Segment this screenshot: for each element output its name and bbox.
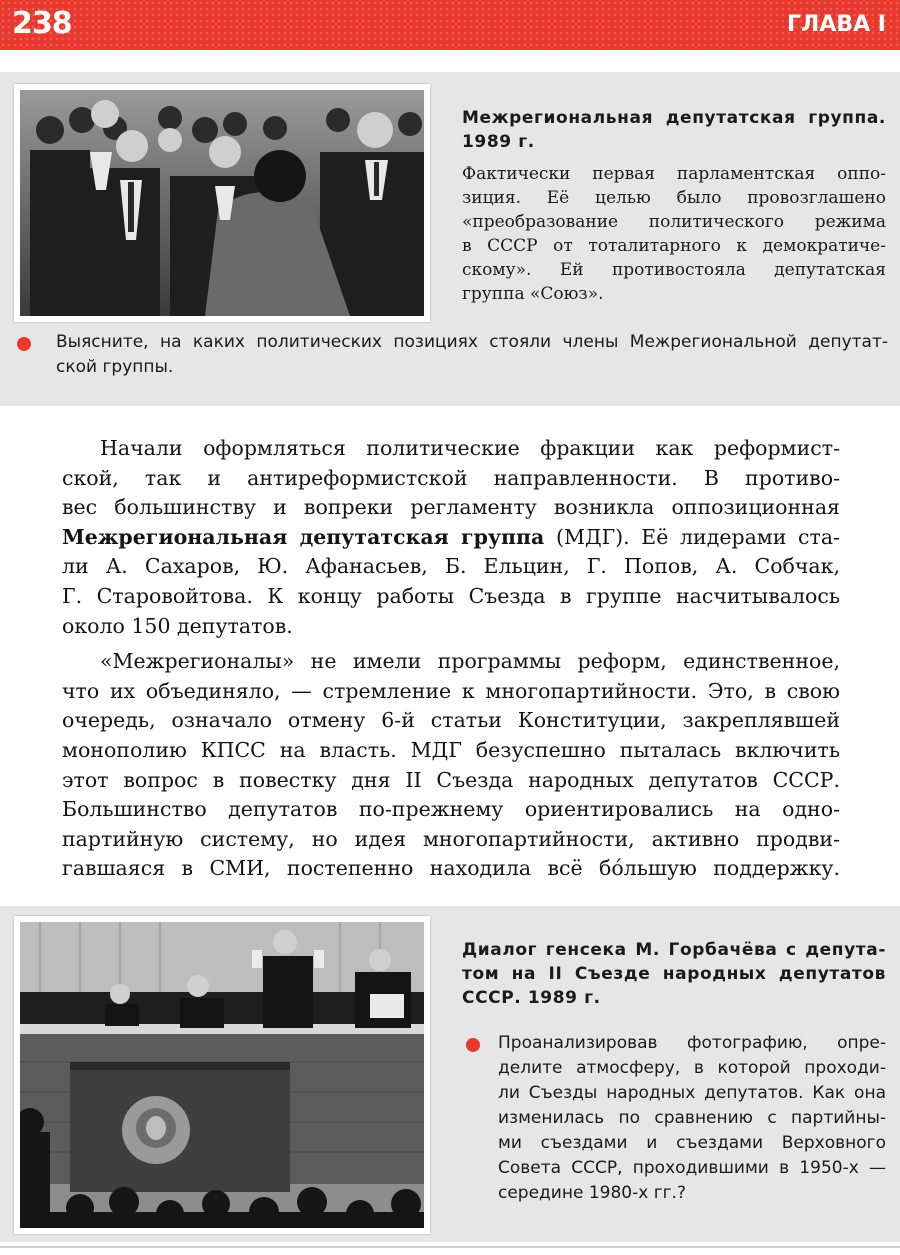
paragraph-1 bbox=[62, 434, 840, 641]
photo-congress-image bbox=[20, 922, 424, 1228]
red-dot-icon bbox=[466, 1038, 480, 1052]
question-text bbox=[56, 330, 888, 380]
photo-caption-text bbox=[462, 162, 886, 306]
text-line: Большинство депутатов по-прежнему ориентировались на одно- bbox=[62, 797, 840, 822]
paragraph-2 bbox=[62, 647, 840, 884]
caption-line: зиция. Её целью было провозглашено bbox=[462, 188, 886, 208]
question-line: делите атмосферу, в которой проходи- bbox=[498, 1058, 886, 1078]
caption-line: группа «Союз». bbox=[462, 284, 604, 304]
text-line: монополию КПСС на власть. МДГ безуспешно пыталась включить bbox=[62, 737, 840, 762]
photo-deputies-image bbox=[20, 90, 424, 316]
text-line: ской, так и антиреформистской направленности. В противо- bbox=[62, 465, 840, 490]
red-dot-icon bbox=[17, 337, 31, 351]
caption-title-line: СССР. 1989 г. bbox=[462, 988, 601, 1008]
question-line: ми съездами и съездами Верховного bbox=[498, 1133, 886, 1153]
question-line: Совета СССР, проходившими в 1950-х — bbox=[498, 1158, 886, 1178]
main-text bbox=[62, 434, 840, 884]
caption-title-line: Диалог генсека М. Горбачёва с депута- bbox=[462, 940, 886, 960]
question-line: изменилась по сравнению с партийны- bbox=[498, 1108, 886, 1128]
photo-caption-box-top bbox=[0, 72, 900, 406]
caption-line: Фактически первая парламентская оппо- bbox=[462, 164, 886, 184]
question-line: ли Съезды народных депутатов. Как она bbox=[498, 1083, 886, 1103]
page-bottom-rule bbox=[0, 1246, 900, 1248]
text-line: что их объединяло, — стремление к многопартийности. Это, в свою bbox=[62, 678, 840, 703]
photo-caption-title bbox=[462, 938, 886, 1010]
text-line bbox=[62, 523, 840, 553]
text-line: «Межрегионалы» не имели программы реформ, единственное, bbox=[100, 649, 840, 674]
text-line: ли А. Сахаров, Ю. Афанасьев, Б. Ельцин, Г. Попов, А. Собчак, bbox=[62, 554, 840, 579]
caption-line: скому». Ей противостояла депутатская bbox=[462, 260, 886, 280]
chapter-label: ГЛАВА I bbox=[787, 12, 886, 37]
photo-congress bbox=[14, 916, 430, 1234]
page-header bbox=[0, 0, 900, 50]
question-line: Проанализировав фотографию, опре- bbox=[498, 1033, 886, 1053]
photo-caption-box-bottom bbox=[0, 906, 900, 1242]
text-line: очередь, означало отмену 6-й статьи Конституции, закреплявшей bbox=[62, 708, 840, 733]
text-line: партийную систему, но идея многопартийности, активно продви- bbox=[62, 826, 840, 851]
question-line: ской группы. bbox=[56, 357, 174, 377]
question-line: середине 1980-х гг.? bbox=[498, 1183, 686, 1203]
bold-term: Межрегиональная депутатская группа bbox=[62, 524, 545, 549]
caption-title-line: том на II Съезде народных депутатов bbox=[462, 964, 886, 984]
caption-line: «преобразование политического режима bbox=[462, 212, 886, 232]
text-line: Г. Старовойтова. К концу работы Съезда в группе насчитывалось bbox=[62, 583, 840, 608]
page-number: 238 bbox=[12, 6, 72, 41]
caption-title-line: 1989 г. bbox=[462, 132, 535, 152]
text-line: Начали оформляться политические фракции как реформист- bbox=[100, 436, 840, 460]
question-line: Выясните, на каких политических позициях стояли члены Межрегиональной депутат- bbox=[56, 332, 888, 352]
text-line: около 150 депутатов. bbox=[62, 613, 293, 638]
caption-title-line: Межрегиональная депутатская группа. bbox=[462, 108, 886, 128]
question-text bbox=[498, 1031, 886, 1206]
caption-line: в СССР от тоталитарного к демократиче- bbox=[462, 236, 886, 256]
text-line: гавшаяся в СМИ, постепенно находила всё бóльшую поддержку. bbox=[62, 856, 840, 881]
text-line: вес большинству и вопреки регламенту возникла оппозиционная bbox=[62, 495, 840, 520]
photo-deputies-group bbox=[14, 84, 430, 322]
text-fragment: (МДГ). Её лидерами ста- bbox=[544, 524, 840, 549]
photo-caption-title bbox=[462, 106, 886, 154]
text-line: этот вопрос в повестку дня II Съезда народных депутатов СССР. bbox=[62, 767, 840, 792]
